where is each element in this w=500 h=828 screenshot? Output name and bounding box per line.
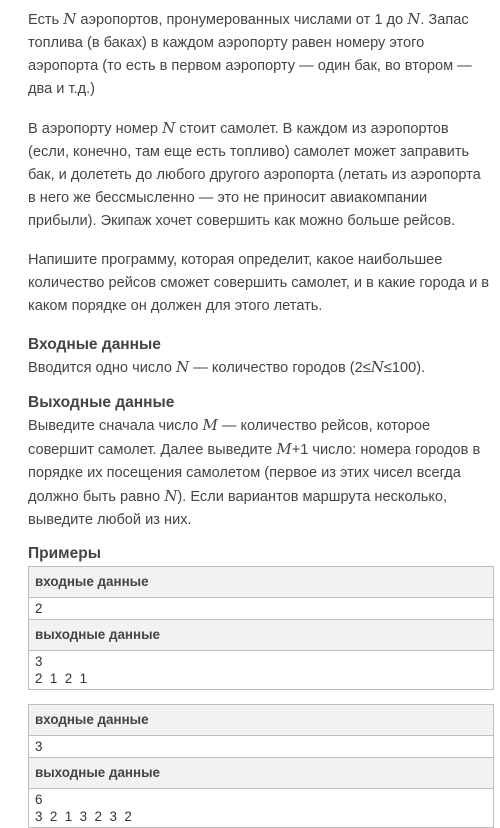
example-output-label: выходные данные	[29, 758, 494, 789]
text: — количество городов (2≤	[189, 360, 371, 376]
text: Выведите сначала число	[28, 418, 203, 434]
text: ≤100).	[383, 360, 426, 376]
text: Вводится одно число	[28, 360, 177, 376]
example-input-value: 2	[29, 598, 494, 620]
math-var: N	[407, 10, 421, 28]
math-var: N	[63, 10, 77, 28]
math-var: N	[176, 358, 190, 376]
text: . Запас топлива (в баках) в каждом аэропорту равен номеру этого аэропорта (то есть в первом аэропорту — один бак, во втором — два и т.д.)	[28, 12, 472, 97]
math-var: N	[162, 119, 176, 137]
math-var: M	[276, 440, 292, 458]
text: — количество рейсов, которое совершит самолет. Далее выведите	[28, 418, 431, 458]
text: В аэропорту номер	[28, 121, 163, 137]
input-section-body	[28, 356, 490, 380]
paragraph-intro	[28, 8, 490, 101]
example-output-value: 3 2 1 2 1	[29, 651, 494, 690]
output-section-title: Выходные данные	[28, 394, 175, 411]
math-var: N	[370, 358, 384, 376]
examples-title: Примеры	[28, 545, 101, 562]
example-table-1	[28, 566, 494, 690]
text: ). Если вариантов маршрута несколько, выведите любой из них.	[28, 489, 448, 528]
paragraph-plane	[28, 117, 490, 233]
output-section-body	[28, 414, 490, 532]
input-section-title: Входные данные	[28, 336, 161, 353]
example-input-label: входные данные	[29, 567, 494, 598]
example-output-value: 6 3 2 1 3 2 3 2	[29, 789, 494, 828]
paragraph-task: Напишите программу, которая определит, какое наибольшее количество рейсов сможет совершить самолет, и в какие города и в каком порядке он должен для этого летать.	[28, 252, 490, 314]
text: аэропортов, пронумерованных числами от 1 до	[76, 12, 408, 28]
example-table-2	[28, 704, 494, 828]
example-output-label: выходные данные	[29, 620, 494, 651]
example-input-label: входные данные	[29, 705, 494, 736]
text: стоит самолет. В каждом из аэропортов (если, конечно, там еще есть топливо) самолет может заправить бак, и долететь до любого другого аэропорта (летать из аэропорта в него же бессмысленно — это не приносит авиакомпании прибыли). Экипаж хочет совершить как можно больше рейсов.	[28, 121, 481, 229]
math-var: M	[202, 416, 218, 434]
example-input-value: 3	[29, 736, 494, 758]
math-var: N	[164, 487, 178, 505]
text: Есть	[28, 12, 64, 28]
text: +1 число: номера городов в порядке их посещения самолетом (первое из этих чисел всегда должно быть равно	[28, 442, 481, 505]
